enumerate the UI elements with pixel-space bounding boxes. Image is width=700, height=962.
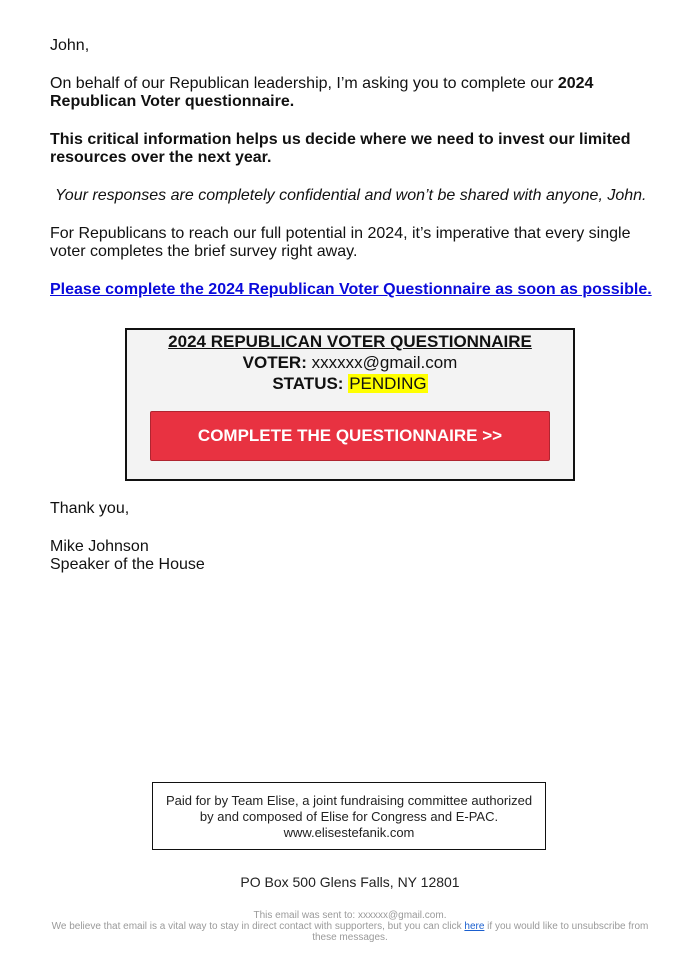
signer-title: Speaker of the House [50,556,205,573]
status-line [127,373,573,394]
voter-label: VOTER: [242,353,307,372]
email-body [50,37,656,299]
unsubscribe-text [48,921,652,943]
unsubscribe-link[interactable]: here [464,921,485,932]
cta-paragraph [50,281,656,299]
signoff [50,500,205,574]
intro-bold-text: 2024 Republican Voter questionnaire. [50,75,594,110]
unsubscribe-suffix: if you would like to unsubscribe from these messages. [312,921,649,943]
critical-info-paragraph: This critical information helps us decide where we need to invest our limited resources over the next year. [50,131,631,166]
greeting: John, [50,37,90,54]
voter-email: xxxxxx@gmail.com [311,353,458,372]
status-label: STATUS: [272,374,344,393]
email-footer [48,910,652,943]
signer-name: Mike Johnson [50,538,149,555]
thank-you-text: Thank you, [50,500,130,517]
questionnaire-box [125,328,575,481]
confidential-paragraph: Your responses are completely confidential and won’t be shared with anyone, John. [55,187,647,204]
intro-text: On behalf of our Republican leadership, I’m asking you to complete our [50,75,558,92]
imperative-paragraph: For Republicans to reach our full potential in 2024, it’s imperative that every single voter completes the brief survey right away. [50,225,631,260]
intro-paragraph [50,75,656,111]
unsubscribe-prefix: We believe that email is a vital way to stay in direct contact with supporters, but you can click [51,921,465,932]
complete-questionnaire-button[interactable]: COMPLETE THE QUESTIONNAIRE >> [150,411,550,461]
voter-line [127,352,573,373]
questionnaire-title: 2024 REPUBLICAN VOTER QUESTIONNAIRE [168,332,532,351]
status-badge: PENDING [349,374,427,393]
mailing-address: PO Box 500 Glens Falls, NY 12801 [240,874,460,890]
paid-for-disclaimer: Paid for by Team Elise, a joint fundraising committee authorized by and composed of Elise for Congress and E-PAC. www.elisestefanik.com [152,782,546,850]
sent-to-text: This email was sent to: xxxxxx@gmail.com. [253,910,447,921]
complete-questionnaire-link[interactable]: Please complete the 2024 Republican Voter Questionnaire as soon as possible. [50,281,652,298]
